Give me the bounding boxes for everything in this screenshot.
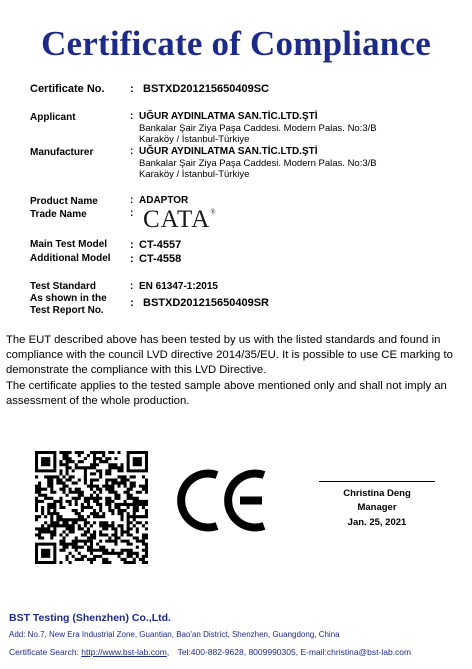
report-label-line2: Test Report No. — [30, 305, 104, 316]
manufacturer-name: UĞUR AYDINLATMA SAN.TİC.LTD.ŞTİ — [139, 146, 318, 157]
cata-logo: CATA® — [143, 206, 217, 233]
manufacturer-label: Manufacturer — [30, 147, 94, 158]
manufacturer-address-line1: Bankalar Şair Ziya Paşa Caddesi. Modern Palas. No:3/B — [139, 158, 377, 169]
compliance-paragraph: The EUT described above has been tested by us with the listed standards and found in compliance with the council LVD directive 2014/35/EU. It is possible to use CE marking to demonstrate the compliance with this LVD Directive. — [6, 334, 453, 377]
colon: : — [130, 146, 134, 157]
test-standard-label: Test Standard — [30, 281, 96, 292]
colon: : — [130, 281, 134, 292]
certificate-title: Certificate of Compliance — [41, 24, 431, 63]
product-name-value: ADAPTOR — [139, 195, 189, 206]
colon: : — [130, 208, 134, 219]
certificate-search-label: Certificate Search: — [9, 647, 79, 657]
certificate-no-value: BSTXD201215650409SC — [143, 83, 269, 95]
applicant-name: UĞUR AYDINLATMA SAN.TİC.LTD.ŞTİ — [139, 111, 318, 122]
manufacturer-address-line2: Karaköy / İstanbul-Türkiye — [139, 169, 250, 180]
signature-line — [319, 481, 435, 482]
test-standard-value: EN 61347-1:2015 — [139, 281, 218, 292]
company-name: BST Testing (Shenzhen) Co.,Ltd. — [9, 612, 171, 624]
issue-date: Jan. 25, 2021 — [347, 517, 407, 528]
test-report-no-value: BSTXD201215650409SR — [143, 297, 269, 309]
contact-info: Tel:400-882-9628, 8009990305, E-mail:christina@bst-lab.com — [177, 647, 412, 657]
colon: : — [130, 111, 134, 122]
colon: : — [130, 195, 134, 206]
compliance-statement — [6, 333, 468, 409]
product-name-label: Product Name — [30, 196, 98, 207]
trade-name-label: Trade Name — [30, 209, 87, 220]
signatory-role: Manager — [357, 502, 397, 513]
ce-mark-icon — [176, 467, 268, 534]
colon: : — [130, 239, 134, 251]
certificate-no-label: Certificate No. — [30, 83, 105, 95]
company-address: Add: No.7, New Era Industrial Zone, Guantian, Bao'an District, Shenzhen, Guangdong, China — [9, 630, 340, 639]
colon: : — [130, 297, 134, 309]
main-test-model-value: CT-4557 — [139, 239, 182, 251]
additional-model-label: Additional Model — [30, 253, 111, 264]
additional-model-value: CT-4558 — [139, 253, 182, 265]
signatory-name: Christina Deng — [343, 488, 411, 499]
scope-paragraph: The certificate applies to the tested sample above mentioned only and shall not imply an assessment of the whole production. — [6, 379, 447, 407]
applicant-address-line1: Bankalar Şair Ziya Paşa Caddesi. Modern Palas. No:3/B — [139, 123, 377, 134]
applicant-label: Applicant — [30, 112, 76, 123]
colon: : — [130, 83, 134, 95]
report-label-line1: As shown in the — [30, 293, 107, 304]
website-link[interactable]: http://www.bst-lab.com — [81, 647, 167, 657]
colon: : — [130, 253, 134, 265]
qr-code-icon[interactable] — [35, 451, 148, 564]
applicant-address-line2: Karaköy / İstanbul-Türkiye — [139, 134, 250, 145]
certificate-search-line: Certificate Search: http://www.bst-lab.com, Tel:400-882-9628, 8009990305, E-mail:christina@bst-lab.com — [9, 647, 412, 657]
main-test-model-label: Main Test Model — [30, 239, 108, 250]
